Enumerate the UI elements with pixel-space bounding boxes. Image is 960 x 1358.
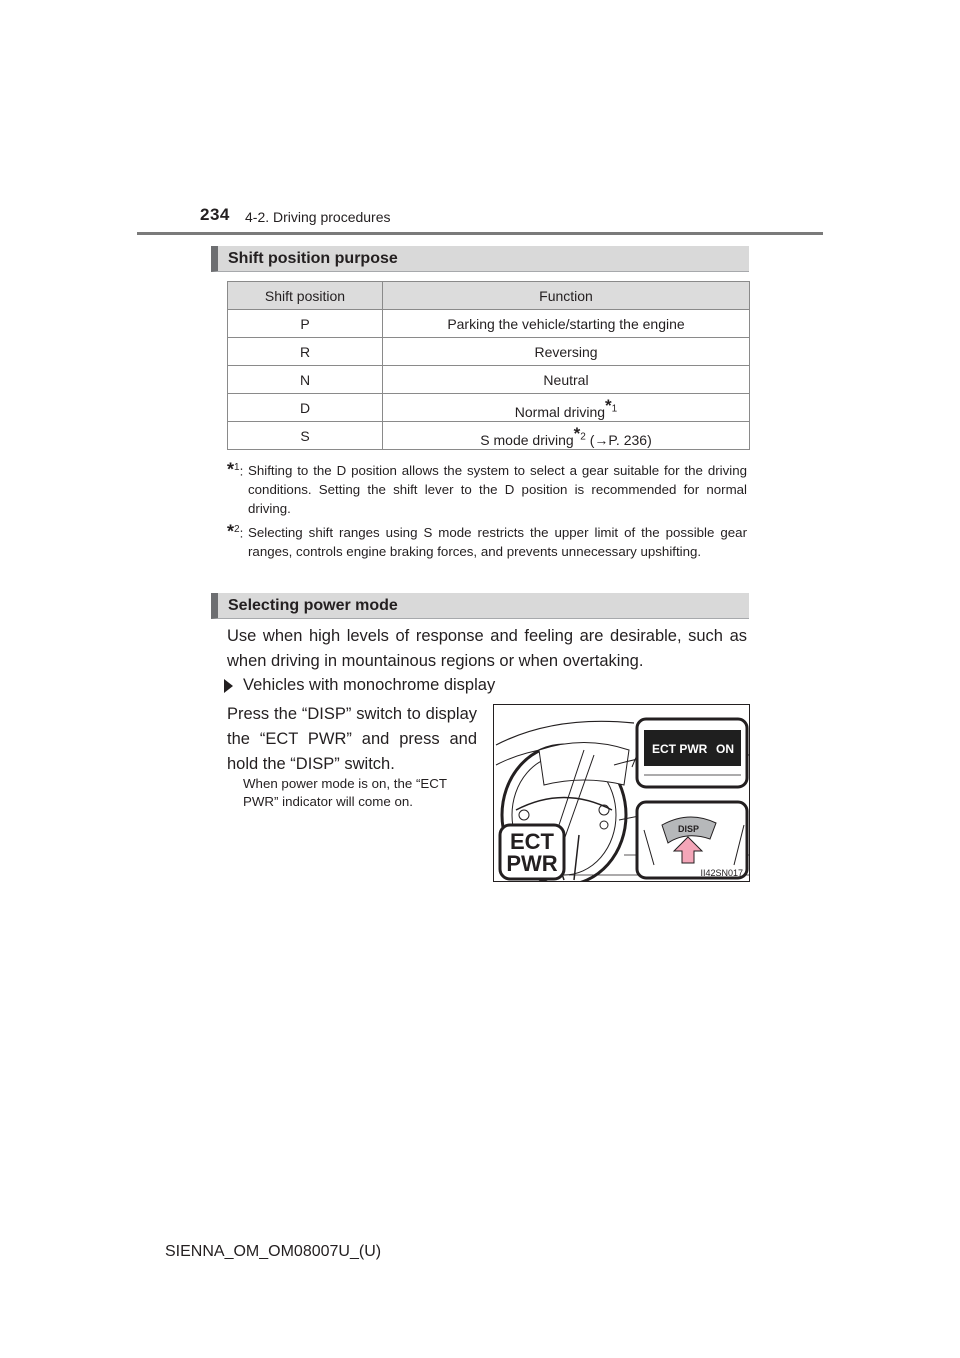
table-cell-position: N xyxy=(228,366,383,394)
table-cell-position: R xyxy=(228,338,383,366)
badge-line-2: PWR xyxy=(506,851,558,876)
table-cell-function: Reversing xyxy=(383,338,750,366)
footnote-mark: * xyxy=(605,395,612,415)
document-id: SIENNA_OM_OM08007U_(U) xyxy=(165,1243,382,1260)
shift-position-table xyxy=(227,281,750,450)
power-mode-instruction: Press the “DISP” switch to display the “ECT PWR” and press and hold the “DISP” switch. xyxy=(227,705,477,773)
table-cell-position: S xyxy=(228,422,383,450)
footnote-mark: * xyxy=(573,423,581,443)
table-header-shift-position: Shift position xyxy=(228,282,383,310)
footnote-2-mark: *$^2$: xyxy=(227,521,244,542)
footnote-number: 1 xyxy=(611,402,618,414)
triangle-bullet-icon xyxy=(224,679,233,693)
page-number: 234 xyxy=(200,205,230,224)
table-cell-function: Parking the vehicle/starting the engine xyxy=(383,310,750,338)
function-text: Normal driving xyxy=(514,403,606,420)
footnote-1-mark: *$^1$: xyxy=(227,459,244,480)
display-text-right: ON xyxy=(716,742,734,756)
table-cell-function xyxy=(383,422,750,450)
section-title-bar-power-mode xyxy=(211,593,749,619)
footnote-2 xyxy=(227,523,747,561)
footnote-1-text: Shifting to the D position allows the system to select a gear suitable for the driving conditions. Setting the shift lever to the D position is recommended for normal driving. xyxy=(248,463,747,516)
figure-code: II42SN017 xyxy=(700,868,743,878)
display-text-left: ECT PWR xyxy=(652,742,708,756)
table-cell-function xyxy=(383,394,750,422)
table-header-function: Function xyxy=(383,282,750,310)
section-title-bar-shift-position xyxy=(211,246,749,272)
cockpit-drawing xyxy=(494,705,750,882)
table-row xyxy=(228,422,750,450)
page-reference-link[interactable]: (→P. 236) xyxy=(589,431,652,448)
table-cell-position: D xyxy=(228,394,383,422)
footnote-2-text: Selecting shift ranges using S mode restricts the upper limit of the possible gear ranges, controls engine braking forces, and prevents unnecessary upshifting. xyxy=(248,525,747,559)
table-row xyxy=(228,366,750,394)
table-header-row xyxy=(228,282,750,310)
section-title: Shift position purpose xyxy=(228,250,398,267)
disp-button-label: DISP xyxy=(678,824,700,834)
power-mode-intro: Use when high levels of response and feeling are desirable, such as when driving in mountainous regions or when overtaking. xyxy=(227,627,747,670)
table-row xyxy=(228,394,750,422)
table-cell-function: Neutral xyxy=(383,366,750,394)
table-row xyxy=(228,338,750,366)
table-row xyxy=(228,310,750,338)
footnote-number: 2 xyxy=(580,430,586,442)
power-mode-indicator-note: When power mode is on, the “ECT PWR” indicator will come on. xyxy=(243,776,447,809)
section-title: Selecting power mode xyxy=(228,597,398,614)
header-divider xyxy=(137,232,823,235)
section-header: 4-2. Driving procedures xyxy=(245,209,391,225)
function-text: S mode driving xyxy=(480,431,574,448)
power-mode-illustration xyxy=(493,704,750,882)
vehicle-condition-bullet: Vehicles with monochrome display xyxy=(243,676,496,694)
badge-line-1: ECT xyxy=(510,829,554,854)
footnote-1 xyxy=(227,461,747,518)
table-cell-position: P xyxy=(228,310,383,338)
